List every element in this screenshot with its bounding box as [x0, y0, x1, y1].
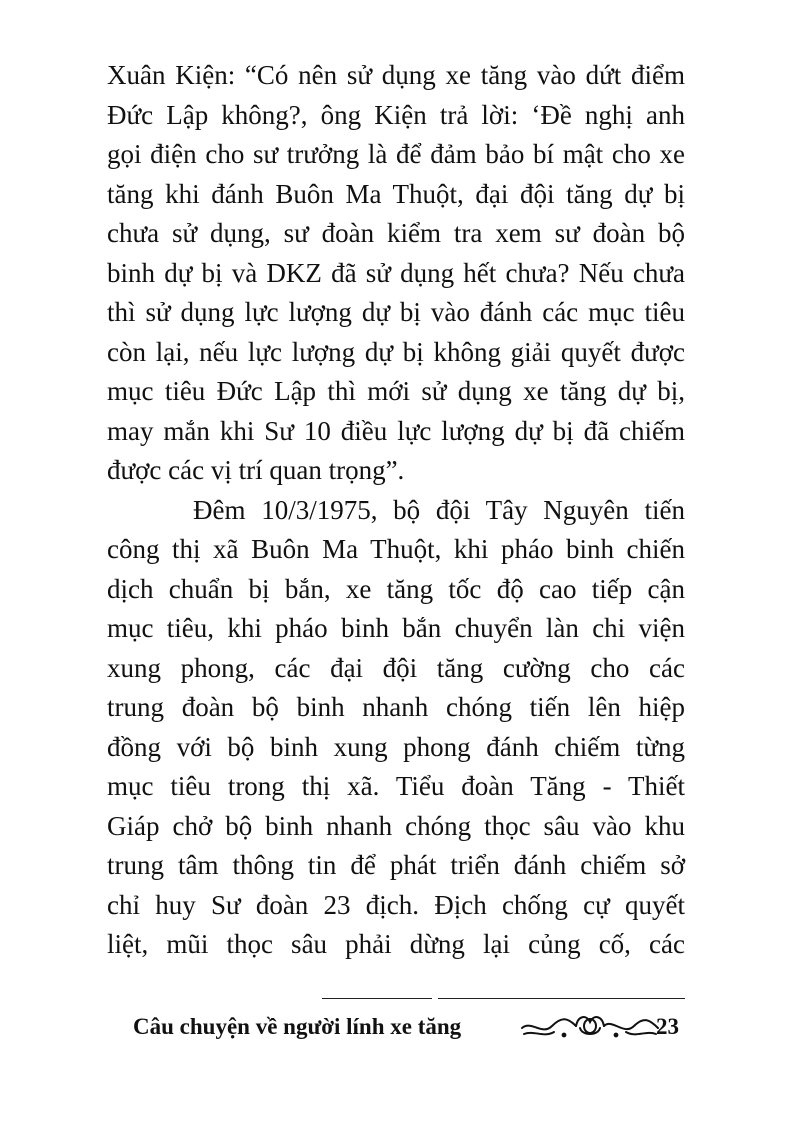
text-line: binh dự bị và DKZ đã sử dụng hết chưa? Nếu chưa [107, 257, 685, 288]
text-line: tăng khi đánh Buôn Ma Thuột, đại đội tăng dự bị [107, 178, 685, 209]
text-line: chỉ huy Sư đoàn 23 địch. Địch chống cự quyết [107, 889, 685, 920]
paragraph-start-line: Đêm 10/3/1975, bộ đội Tây Nguyên tiến [193, 494, 685, 525]
text-line: còn lại, nếu lực lượng dự bị không giải quyết được [107, 336, 685, 367]
text-line: trung tâm thông tin để phát triển đánh chiếm sở [107, 850, 685, 880]
text-line: trung đoàn bộ binh nhanh chóng tiến lên hiệp [107, 692, 685, 722]
text-line: chưa sử dụng, sư đoàn kiểm tra xem sư đoàn bộ [107, 218, 685, 248]
flourish-ornament-icon [520, 1010, 660, 1042]
text-line: xung phong, các đại đội tăng cường cho các [107, 652, 685, 683]
text-line: thì sử dụng lực lượng dự bị vào đánh các mục tiêu [107, 297, 685, 327]
body-text [107, 56, 685, 965]
footer-rule-left [322, 998, 432, 999]
footer-rule-right [438, 998, 685, 999]
text-line: công thị xã Buôn Ma Thuột, khi pháo binh chiến [107, 534, 685, 564]
paragraph-end-line: được các vị trí quan trọng”. [107, 455, 405, 485]
text-line: mục tiêu trong thị xã. Tiểu đoàn Tăng - Thiết [107, 771, 685, 801]
running-footer-title: Câu chuyện về người lính xe tăng [133, 1014, 462, 1039]
text-line: may mắn khi Sư 10 điều lực lượng dự bị đã chiếm [107, 415, 685, 446]
text-line: liệt, mũi thọc sâu phải dừng lại củng cố, các [107, 929, 685, 959]
text-line: dịch chuẩn bị bắn, xe tăng tốc độ cao tiếp cận [107, 573, 685, 604]
text-line: Giáp chở bộ binh nhanh chóng thọc sâu vào khu [107, 810, 685, 841]
text-line: Đức Lập không?, ông Kiện trả lời: ‘Đề nghị anh [107, 99, 685, 130]
text-line: Xuân Kiện: “Có nên sử dụng xe tăng vào dứt điểm [107, 60, 685, 90]
text-line: đồng với bộ binh xung phong đánh chiếm từng [107, 731, 685, 762]
text-line: gọi điện cho sư trưởng là để đảm bảo bí mật cho xe [107, 139, 685, 169]
text-line: mục tiêu Đức Lập thì mới sử dụng xe tăng dự bị, [107, 376, 685, 406]
page-number: 23 [656, 1014, 679, 1039]
text-line: mục tiêu, khi pháo binh bắn chuyển làn chi viện [107, 613, 685, 643]
